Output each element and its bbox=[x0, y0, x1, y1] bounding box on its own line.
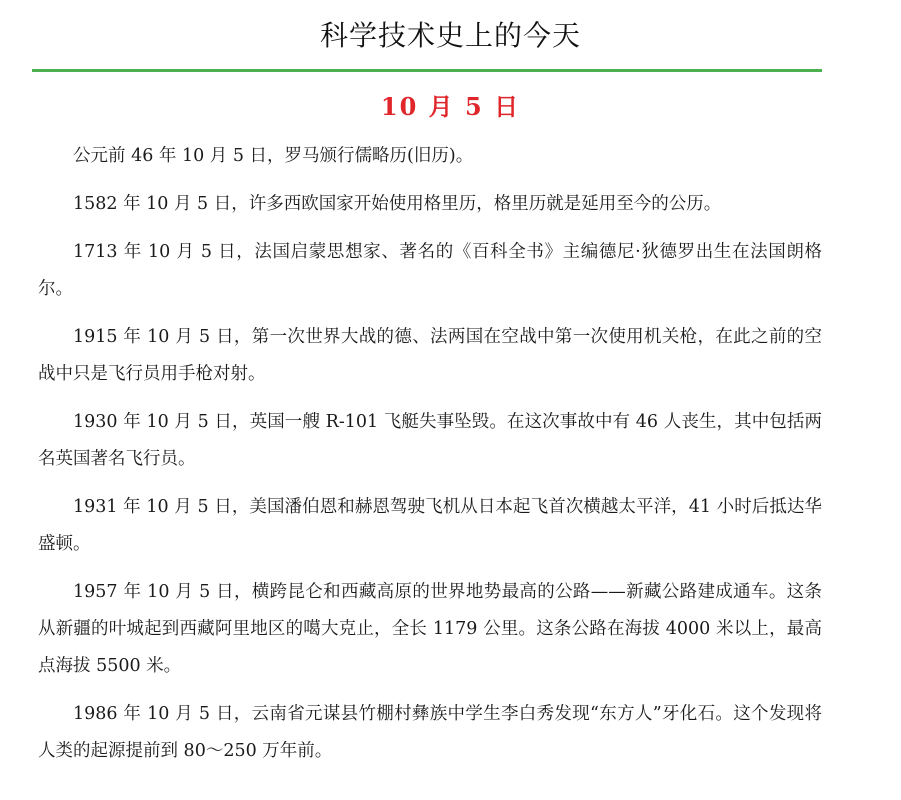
entry-paragraph: 公元前 46 年 10 月 5 日，罗马颁行儒略历(旧历)。 bbox=[73, 146, 474, 166]
entry-paragraph: 1986 年 10 月 5 日，云南省元谋县竹棚村彝族中学生李白秀发现“东方人”牙化石。这个发现将人类的起源提前到 80～250 万年前。 bbox=[38, 704, 822, 761]
entry-paragraph: 1957 年 10 月 5 日，横跨昆仑和西藏高原的世界地势最高的公路——新藏公路建成通车。这条从新疆的叶城起到西藏阿里地区的噶大克止，全长 1179 公里。这条公路在海拔 4000 米以上，最高点海拔 5500 米。 bbox=[38, 582, 822, 676]
title-divider bbox=[32, 69, 822, 72]
page-title: 科学技术史上的今天 bbox=[319, 19, 581, 52]
entry-list bbox=[38, 138, 822, 770]
entry-paragraph: 1915 年 10 月 5 日，第一次世界大战的德、法两国在空战中第一次使用机关枪，在此之前的空战中只是飞行员用手枪对射。 bbox=[38, 327, 822, 384]
entry-paragraph: 1931 年 10 月 5 日，美国潘伯恩和赫恩驾驶飞机从日本起飞首次横越太平洋，41 小时后抵达华盛顿。 bbox=[38, 497, 822, 554]
entry-paragraph: 1582 年 10 月 5 日，许多西欧国家开始使用格里历，格里历就是延用至今的公历。 bbox=[73, 194, 722, 214]
entry-paragraph: 1713 年 10 月 5 日，法国启蒙思想家、著名的《百科全书》主编德尼·狄德罗出生在法国朗格尔。 bbox=[38, 242, 822, 299]
entry-paragraph: 1930 年 10 月 5 日，英国一艘 R-101 飞艇失事坠毁。在这次事故中有 46 人丧生，其中包括两名英国著名飞行员。 bbox=[38, 412, 822, 469]
date-heading: 10 月 5 日 bbox=[380, 92, 521, 121]
